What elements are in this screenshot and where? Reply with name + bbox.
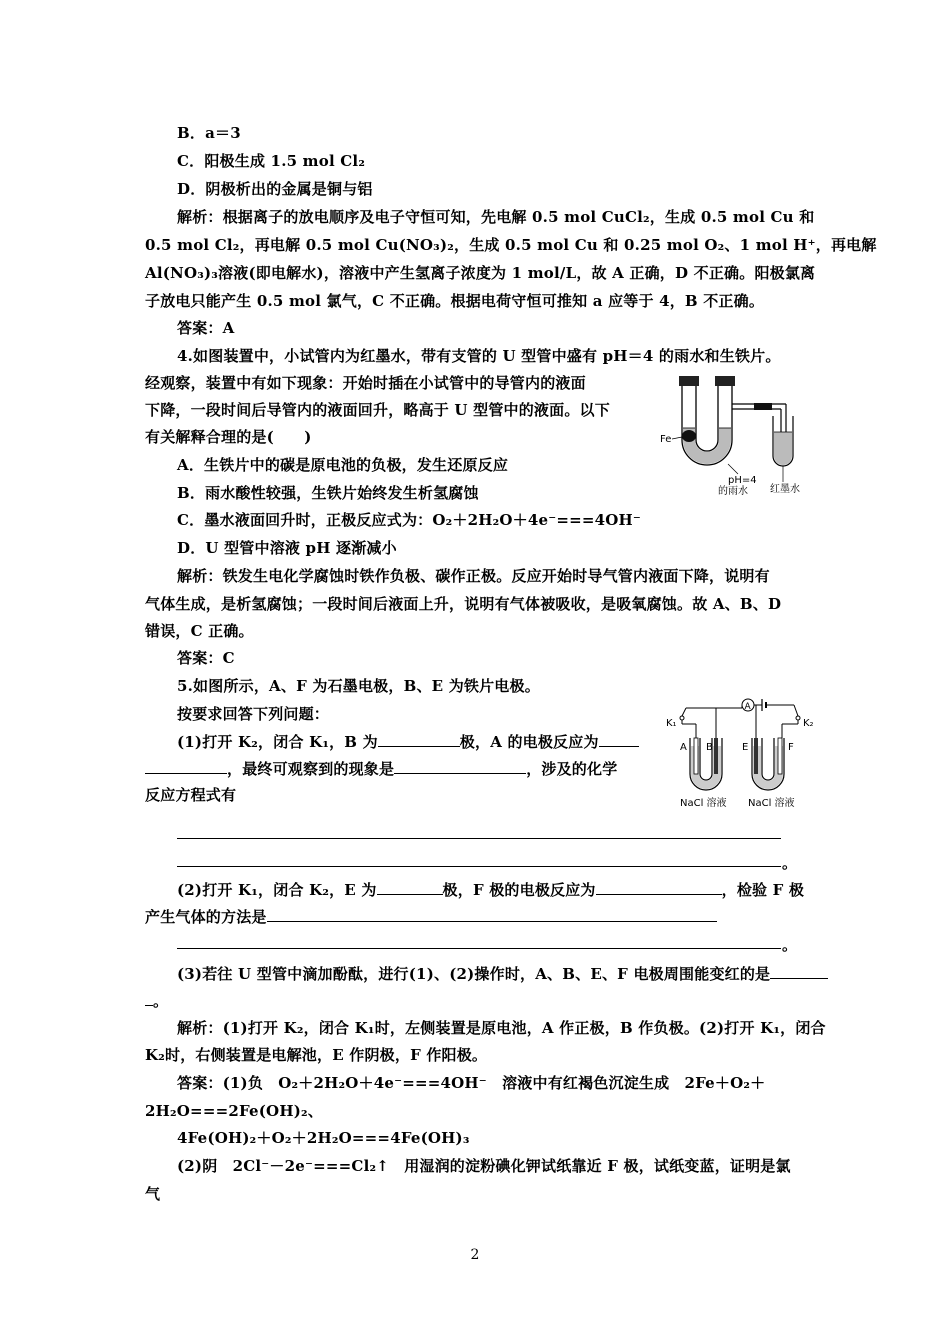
stopper-left — [679, 376, 699, 386]
q5-part1-line3: 反应方程式有 — [145, 786, 237, 804]
q4-option-d: D．U 型管中溶液 pH 逐渐减小 — [177, 539, 397, 557]
answer-line[interactable] — [177, 838, 781, 839]
electrode-b — [714, 738, 718, 774]
switch-k2 — [794, 705, 798, 716]
ammeter-label: A — [744, 702, 751, 712]
solution-label-left: NaCl 溶液 — [680, 798, 727, 809]
q5-stem-line: 按要求回答下列问题： — [177, 705, 330, 723]
q5-p1-text: ，最终可观察到的现象是 — [227, 760, 395, 778]
electrode-a — [694, 738, 698, 774]
q3-option-d: D．阴极析出的金属是铜与铝 — [177, 180, 373, 198]
label-e: E — [742, 742, 749, 753]
q5-answer-line: 答案：(1)负 O₂＋2H₂O＋4e⁻===4OH⁻ 溶液中有红褐色沉淀生成 2Fe＋O₂＋ — [177, 1074, 766, 1092]
answer-line[interactable] — [177, 866, 781, 867]
q5-p2-text: 极，F 极的电极反应为 — [442, 881, 596, 899]
electrolysis-diagram — [660, 688, 820, 814]
q3-analysis-line: Al(NO₃)₃溶液(即电解水)，溶液中产生氢离子浓度为 1 mol/L，故 A 正确，D 不正确。阳极氯离 — [145, 264, 816, 282]
solution-label-right: NaCl 溶液 — [748, 798, 795, 809]
q5-analysis-line: K₂时，右侧装置是电解池，E 作阴极，F 作阳极。 — [145, 1046, 488, 1064]
q5-stem-line: 5.如图所示，A、F 为石墨电极，B、E 为铁片电极。 — [177, 677, 540, 695]
q5-p3-text: (3)若往 U 型管中滴加酚酞，进行(1)、(2)操作时，A、B、E、F 电极周围能变红的是 — [177, 965, 771, 983]
k1-label: K₁ — [666, 718, 677, 729]
q5-part3-line1 — [177, 963, 828, 984]
period: 。 — [782, 854, 798, 872]
q3-answer: 答案：A — [177, 319, 235, 337]
q5-answer-line: (2)阴 2Cl⁻－2e⁻===Cl₂↑ 用湿润的淀粉碘化钾试纸靠近 F 极，试纸变蓝，证明是氯 — [177, 1157, 791, 1175]
q5-p1-text: ，涉及的化学 — [526, 760, 618, 778]
u-tube-corrosion-diagram — [658, 372, 818, 498]
fe-label: Fe — [660, 434, 672, 445]
switch-k1 — [682, 708, 686, 716]
electrode-f — [778, 738, 782, 774]
q5-p2-text: 产生气体的方法是 — [145, 908, 267, 926]
q4-analysis-line: 错误，C 正确。 — [145, 622, 254, 640]
q3-analysis-line: 0.5 mol Cl₂，再电解 0.5 mol Cu(NO₃)₂，生成 0.5 mol Cu 和 0.25 mol O₂、1 mol H⁺，再电解 — [145, 236, 877, 254]
q5-p2-text: ，检验 F 极 — [721, 881, 805, 899]
q4-stem-line: 有关解释合理的是( ) — [145, 428, 312, 446]
q3-option-b: B．a＝3 — [177, 124, 241, 142]
q5-part3-line2 — [145, 990, 168, 1011]
q5-p1-text: 极，A 的电极反应为 — [459, 733, 599, 751]
label-f: F — [788, 742, 794, 753]
blank[interactable] — [378, 731, 460, 747]
rain-label-2: 的雨水 — [718, 486, 748, 497]
blank[interactable] — [145, 758, 227, 774]
q5-p2-text: (2)打开 K₁，闭合 K₂，E 为 — [177, 881, 377, 899]
electrode-e — [754, 738, 758, 774]
blank[interactable] — [596, 879, 722, 895]
blank[interactable] — [770, 963, 828, 979]
q5-p1-text: (1)打开 K₂，闭合 K₁，B 为 — [177, 733, 378, 751]
q5-part2-line1 — [177, 879, 804, 900]
q4-analysis-line: 解析：铁发生电化学腐蚀时铁作负极、碳作正极。反应开始时导气管内液面下降，说明有 — [177, 567, 770, 585]
q5-analysis-line: 解析：(1)打开 K₂，闭合 K₁时，左侧装置是原电池，A 作正极，B 作负极。(2)打开 K₁，闭合 — [177, 1019, 826, 1037]
k2-label: K₂ — [803, 718, 814, 729]
q3-option-c: C．阳极生成 1.5 mol Cl₂ — [177, 152, 366, 170]
stopper-right — [715, 376, 735, 386]
q5-part1-line2 — [145, 758, 617, 779]
page-number: 2 — [470, 1247, 480, 1263]
q4-option-a: A．生铁片中的碳是原电池的负极，发生还原反应 — [177, 456, 509, 474]
answer-line[interactable] — [177, 948, 781, 949]
blank[interactable] — [267, 906, 717, 922]
iron-piece — [682, 430, 696, 442]
q4-analysis-line: 气体生成，是析氢腐蚀；一段时间后液面上升，说明有气体被吸收，是吸氧腐蚀。故 A、B、D — [145, 595, 782, 613]
blank[interactable] — [599, 731, 639, 747]
q4-option-b: B．雨水酸性较强，生铁片始终发生析氢腐蚀 — [177, 484, 479, 502]
q5-part1-line1 — [177, 731, 639, 752]
q5-answer-line: 2H₂O===2Fe(OH)₂、 — [145, 1102, 323, 1120]
blank[interactable] — [377, 879, 443, 895]
label-a: A — [680, 742, 687, 753]
q4-stem-line: 4.如图装置中，小试管内为红墨水，带有支管的 U 型管中盛有 pH＝4 的雨水和生铁片。 — [177, 347, 781, 365]
q4-answer: 答案：C — [177, 649, 235, 667]
q3-analysis-line: 子放电只能产生 0.5 mol 氯气，C 不正确。根据电荷守恒可推知 a 应等于 4，B 不正确。 — [145, 292, 765, 310]
blank[interactable] — [145, 990, 153, 1006]
label-b: B — [706, 742, 713, 753]
q5-answer-line: 气 — [145, 1185, 161, 1203]
period: 。 — [153, 992, 169, 1010]
q5-part2-line2 — [145, 906, 717, 927]
q4-stem-line: 经观察，装置中有如下现象：开始时插在小试管中的导管内的液面 — [145, 374, 586, 392]
q3-analysis-line: 解析：根据离子的放电顺序及电子守恒可知，先电解 0.5 mol CuCl₂，生成 0.5 mol Cu 和 — [177, 208, 815, 226]
period: 。 — [782, 936, 798, 954]
blank[interactable] — [394, 758, 526, 774]
q5-answer-line: 4Fe(OH)₂＋O₂＋2H₂O===4Fe(OH)₃ — [177, 1129, 470, 1147]
q4-option-c: C．墨水液面回升时，正极反应式为：O₂＋2H₂O＋4e⁻===4OH⁻ — [177, 511, 642, 529]
ink-label: 红墨水 — [770, 484, 800, 495]
q4-stem-line: 下降，一段时间后导管内的液面回升，略高于 U 型管中的液面。以下 — [145, 401, 610, 419]
rain-label-1: pH=4 — [728, 475, 757, 486]
